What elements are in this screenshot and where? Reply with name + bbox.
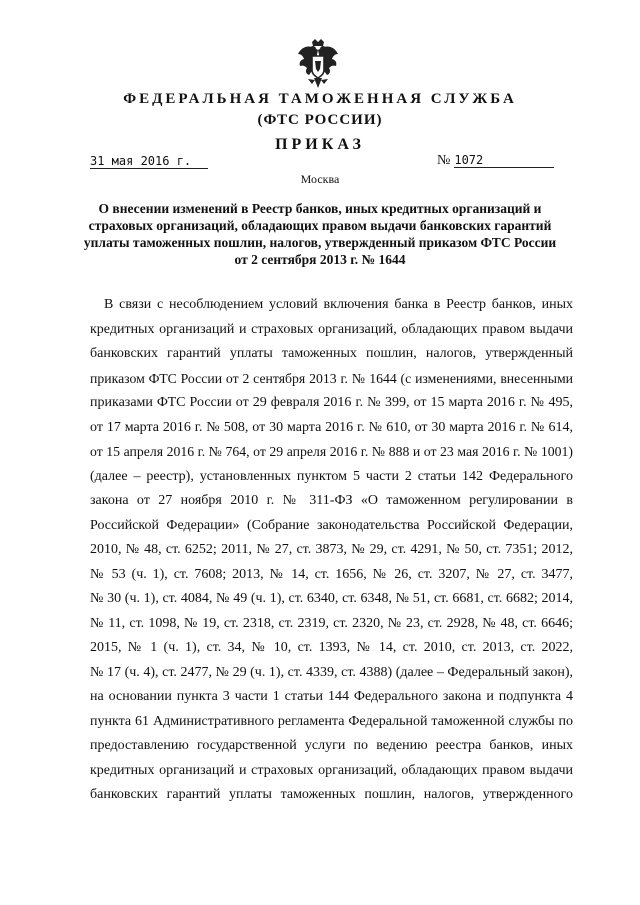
document-subject [70,200,570,268]
city: Москва [300,172,340,186]
document-body [90,293,573,808]
body-line: приказами ФТС России от 29 февраля 2016 г. № 399, от 15 марта 2016 г. № 495, [90,395,573,410]
order-date: 31 мая 2016 г. [90,154,208,169]
body-line: № 53 (ч. 1), ст. 7608; 2013, № 14, ст. 1656, № 26, ст. 3207, № 27, ст. 3477, [90,566,573,582]
body-line: № 11, ст. 1098, № 19, ст. 2318, ст. 2319, ст. 2320, № 23, ст. 2928, № 48, ст. 6646; [90,615,573,631]
order-number-prefix: № [437,153,451,168]
body-line: на основании пункта 3 части 1 статьи 144 Федерального закона и подпункта 4 [90,689,573,704]
body-line: (далее – реестр), установленных пунктом 5 части 2 статьи 142 Федерального [90,468,573,484]
body-line: № 17 (ч. 4), ст. 2477, № 29 (ч. 1), ст. 4339, ст. 4388) (далее – Федеральный закон), [90,664,573,680]
subject-line: страховых организаций, обладающих правом выдачи банковских гарантий [88,218,552,233]
agency-name: ФЕДЕРАЛЬНАЯ ТАМОЖЕННАЯ СЛУЖБА [123,91,517,107]
body-line: приказом ФТС России от 2 сентября 2013 г. № 1644 (с изменениями, внесенными [90,370,573,386]
body-line: 2010, № 48, ст. 6252; 2011, № 27, ст. 3873, № 29, ст. 4291, № 50, ст. 7351; 2012, [90,542,573,557]
subject-line: О внесении изменений в Реестр банков, иных кредитных организаций и [98,201,542,216]
subject-line: от 2 сентября 2013 г. № 1644 [234,252,406,267]
order-number [437,153,554,169]
body-line: кредитных организаций и страховых организаций, обладающих правом выдачи [90,321,573,337]
body-line: от 17 марта 2016 г. № 508, от 30 марта 2016 г. № 610, от 30 марта 2016 г. № 614, [90,419,573,435]
body-line: 2015, № 1 (ч. 1), ст. 34, № 10, ст. 1393, № 14, ст. 2010, ст. 2013, ст. 2022, [90,640,573,655]
body-line: пункта 61 Административного регламента Федеральной таможенной службы по [90,713,573,729]
body-line: № 30 (ч. 1), ст. 4084, № 49 (ч. 1), ст. 6340, ст. 6348, № 51, ст. 6681, ст. 6682; 2014, [90,591,573,606]
body-line: Российской Федерации» (Собрание законодательства Российской Федерации, [90,517,573,533]
body-line: банковских гарантий уплаты таможенных пошлин, налогов, утвержденный [90,346,573,361]
agency-short-name: (ФТС РОССИИ) [257,112,383,128]
body-line: предоставлению государственной услуги по ведению реестра банков, иных [90,738,573,753]
subject-line: уплаты таможенных пошлин, налогов, утвержденный приказом ФТС России [83,235,557,250]
document-type: ПРИКАЗ [275,136,365,153]
body-line: кредитных организаций и страховых организаций, обладающих правом выдачи [90,762,573,778]
body-line: В связи с несоблюдением условий включения банка в Реестр банков, иных [104,297,573,312]
body-line: закона от 27 ноября 2010 г. № 311-ФЗ «О таможенном регулировании в [90,493,573,508]
body-line: от 15 апреля 2016 г. № 764, от 29 апреля 2016 г. № 888 и от 23 мая 2016 г. № 1001) [90,444,573,459]
russian-coat-of-arms-icon [296,38,340,90]
body-line: банковских гарантий уплаты таможенных пошлин, налогов, утвержденного [90,787,573,802]
order-number-value: 1072 [454,153,554,168]
